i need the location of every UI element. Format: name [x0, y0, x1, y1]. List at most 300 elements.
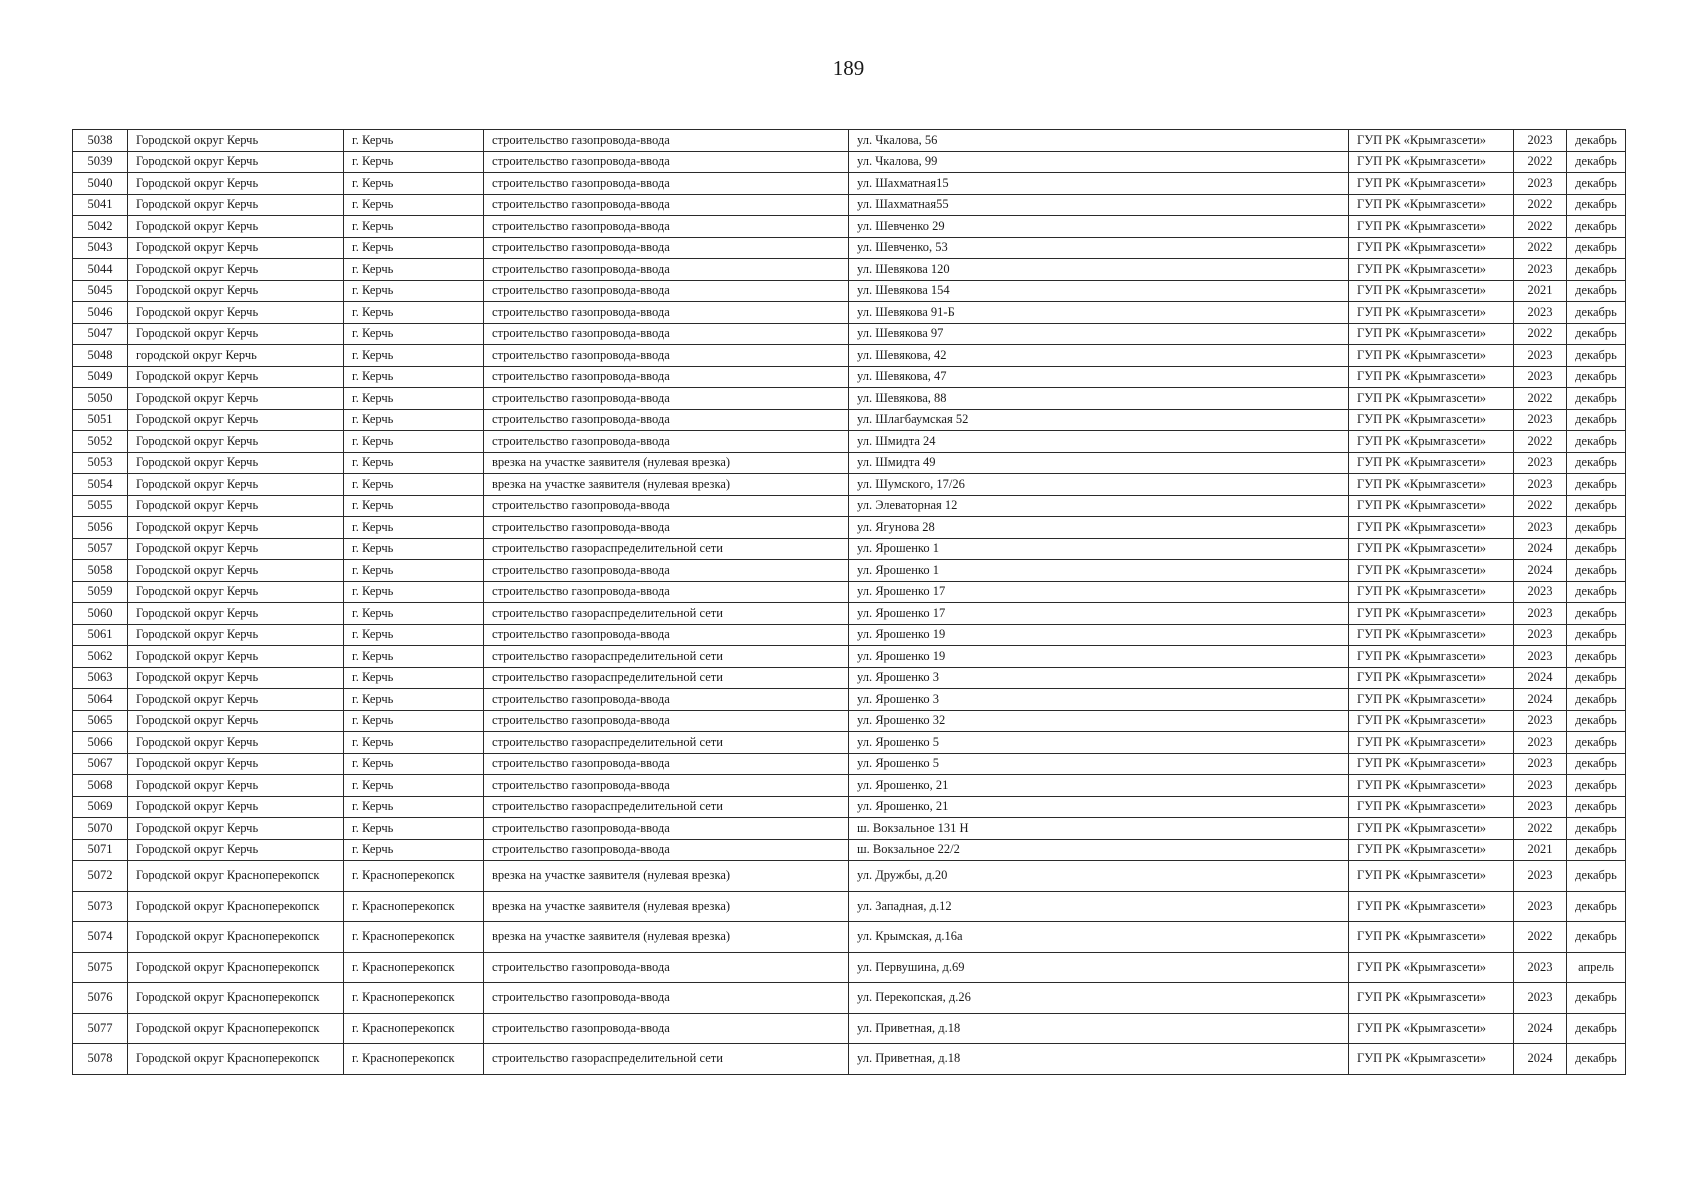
- cell-row-number: 5038: [73, 130, 128, 152]
- cell-settlement: г. Красноперекопск: [344, 1013, 484, 1044]
- cell-work-type: строительство газопровода-ввода: [484, 581, 849, 603]
- cell-work-type: врезка на участке заявителя (нулевая врезка): [484, 861, 849, 892]
- cell-work-type: строительство газопровода-ввода: [484, 689, 849, 711]
- cell-month: декабрь: [1567, 732, 1626, 754]
- cell-settlement: г. Керчь: [344, 667, 484, 689]
- table-row: [73, 130, 1626, 152]
- cell-work-type: строительство газопровода-ввода: [484, 624, 849, 646]
- cell-row-number: 5076: [73, 983, 128, 1014]
- cell-year: 2023: [1514, 409, 1567, 431]
- cell-row-number: 5043: [73, 237, 128, 259]
- cell-settlement: г. Керчь: [344, 753, 484, 775]
- cell-row-number: 5042: [73, 216, 128, 238]
- cell-settlement: г. Керчь: [344, 796, 484, 818]
- table-row: [73, 173, 1626, 195]
- cell-organization: ГУП РК «Крымгазсети»: [1349, 753, 1514, 775]
- cell-month: декабрь: [1567, 173, 1626, 195]
- table-row: [73, 839, 1626, 861]
- cell-row-number: 5064: [73, 689, 128, 711]
- cell-address: ул. Шмидта 24: [849, 431, 1349, 453]
- table-row: [73, 624, 1626, 646]
- cell-year: 2023: [1514, 302, 1567, 324]
- cell-month: декабрь: [1567, 796, 1626, 818]
- cell-settlement: г. Керчь: [344, 710, 484, 732]
- cell-month: декабрь: [1567, 839, 1626, 861]
- cell-year: 2023: [1514, 983, 1567, 1014]
- cell-settlement: г. Керчь: [344, 538, 484, 560]
- cell-year: 2023: [1514, 173, 1567, 195]
- cell-organization: ГУП РК «Крымгазсети»: [1349, 388, 1514, 410]
- cell-settlement: г. Красноперекопск: [344, 1044, 484, 1075]
- cell-row-number: 5053: [73, 452, 128, 474]
- cell-municipality: Городской округ Керчь: [128, 237, 344, 259]
- cell-year: 2023: [1514, 775, 1567, 797]
- cell-month: декабрь: [1567, 151, 1626, 173]
- cell-row-number: 5052: [73, 431, 128, 453]
- cell-row-number: 5069: [73, 796, 128, 818]
- cell-municipality: Городской округ Керчь: [128, 689, 344, 711]
- table-row: [73, 452, 1626, 474]
- cell-organization: ГУП РК «Крымгазсети»: [1349, 280, 1514, 302]
- cell-work-type: строительство газопровода-ввода: [484, 818, 849, 840]
- cell-settlement: г. Керчь: [344, 345, 484, 367]
- cell-address: ул. Шевченко 29: [849, 216, 1349, 238]
- table-row: [73, 796, 1626, 818]
- cell-month: декабрь: [1567, 452, 1626, 474]
- cell-year: 2022: [1514, 151, 1567, 173]
- cell-settlement: г. Керчь: [344, 194, 484, 216]
- cell-settlement: г. Керчь: [344, 173, 484, 195]
- cell-organization: ГУП РК «Крымгазсети»: [1349, 173, 1514, 195]
- cell-organization: ГУП РК «Крымгазсети»: [1349, 366, 1514, 388]
- cell-year: 2023: [1514, 646, 1567, 668]
- cell-work-type: строительство газораспределительной сети: [484, 1044, 849, 1075]
- cell-row-number: 5041: [73, 194, 128, 216]
- cell-municipality: Городской округ Керчь: [128, 173, 344, 195]
- cell-address: ул. Ярошенко 32: [849, 710, 1349, 732]
- cell-month: декабрь: [1567, 388, 1626, 410]
- cell-work-type: строительство газопровода-ввода: [484, 237, 849, 259]
- cell-month: декабрь: [1567, 237, 1626, 259]
- cell-month: декабрь: [1567, 194, 1626, 216]
- table-row: [73, 259, 1626, 281]
- cell-municipality: Городской округ Красноперекопск: [128, 1044, 344, 1075]
- cell-row-number: 5074: [73, 922, 128, 953]
- cell-organization: ГУП РК «Крымгазсети»: [1349, 151, 1514, 173]
- cell-year: 2022: [1514, 818, 1567, 840]
- cell-row-number: 5055: [73, 495, 128, 517]
- cell-organization: ГУП РК «Крымгазсети»: [1349, 732, 1514, 754]
- cell-settlement: г. Керчь: [344, 646, 484, 668]
- cell-address: ул. Ярошенко 1: [849, 560, 1349, 582]
- cell-municipality: Городской округ Керчь: [128, 581, 344, 603]
- cell-municipality: Городской округ Керчь: [128, 216, 344, 238]
- cell-address: ул. Ярошенко 1: [849, 538, 1349, 560]
- cell-municipality: Городской округ Керчь: [128, 839, 344, 861]
- cell-settlement: г. Керчь: [344, 624, 484, 646]
- table-row: [73, 409, 1626, 431]
- cell-municipality: Городской округ Керчь: [128, 194, 344, 216]
- cell-address: ул. Ягунова 28: [849, 517, 1349, 539]
- cell-row-number: 5066: [73, 732, 128, 754]
- cell-work-type: строительство газопровода-ввода: [484, 366, 849, 388]
- cell-municipality: Городской округ Красноперекопск: [128, 952, 344, 983]
- cell-year: 2021: [1514, 280, 1567, 302]
- cell-work-type: строительство газораспределительной сети: [484, 667, 849, 689]
- cell-row-number: 5054: [73, 474, 128, 496]
- cell-organization: ГУП РК «Крымгазсети»: [1349, 431, 1514, 453]
- table-row: [73, 431, 1626, 453]
- cell-row-number: 5075: [73, 952, 128, 983]
- cell-organization: ГУП РК «Крымгазсети»: [1349, 474, 1514, 496]
- cell-year: 2022: [1514, 431, 1567, 453]
- cell-municipality: Городской округ Керчь: [128, 667, 344, 689]
- cell-municipality: Городской округ Керчь: [128, 560, 344, 582]
- cell-organization: ГУП РК «Крымгазсети»: [1349, 581, 1514, 603]
- cell-address: ул. Шевякова 91-Б: [849, 302, 1349, 324]
- cell-row-number: 5077: [73, 1013, 128, 1044]
- cell-settlement: г. Красноперекопск: [344, 922, 484, 953]
- cell-settlement: г. Керчь: [344, 409, 484, 431]
- cell-organization: ГУП РК «Крымгазсети»: [1349, 952, 1514, 983]
- table-row: [73, 366, 1626, 388]
- cell-organization: ГУП РК «Крымгазсети»: [1349, 983, 1514, 1014]
- cell-address: ул. Шахматная15: [849, 173, 1349, 195]
- cell-address: ул. Шевякова, 88: [849, 388, 1349, 410]
- cell-month: декабрь: [1567, 1044, 1626, 1075]
- cell-row-number: 5068: [73, 775, 128, 797]
- cell-settlement: г. Керчь: [344, 323, 484, 345]
- cell-work-type: строительство газопровода-ввода: [484, 302, 849, 324]
- cell-address: ул. Приветная, д.18: [849, 1044, 1349, 1075]
- cell-settlement: г. Красноперекопск: [344, 891, 484, 922]
- cell-address: ул. Шевякова, 47: [849, 366, 1349, 388]
- cell-municipality: Городской округ Керчь: [128, 280, 344, 302]
- cell-year: 2024: [1514, 1013, 1567, 1044]
- cell-month: декабрь: [1567, 345, 1626, 367]
- cell-municipality: Городской округ Керчь: [128, 796, 344, 818]
- cell-address: ул. Первушина, д.69: [849, 952, 1349, 983]
- cell-municipality: Городской округ Керчь: [128, 603, 344, 625]
- table-row: [73, 667, 1626, 689]
- cell-municipality: Городской округ Керчь: [128, 431, 344, 453]
- cell-year: 2023: [1514, 753, 1567, 775]
- cell-year: 2023: [1514, 603, 1567, 625]
- cell-settlement: г. Керчь: [344, 603, 484, 625]
- cell-row-number: 5060: [73, 603, 128, 625]
- cell-year: 2024: [1514, 560, 1567, 582]
- cell-year: 2024: [1514, 667, 1567, 689]
- cell-year: 2022: [1514, 495, 1567, 517]
- cell-municipality: Городской округ Керчь: [128, 538, 344, 560]
- table-row: [73, 345, 1626, 367]
- cell-organization: ГУП РК «Крымгазсети»: [1349, 839, 1514, 861]
- cell-address: ш. Вокзальное 131 Н: [849, 818, 1349, 840]
- cell-address: ул. Чкалова, 56: [849, 130, 1349, 152]
- cell-row-number: 5050: [73, 388, 128, 410]
- cell-row-number: 5051: [73, 409, 128, 431]
- cell-year: 2022: [1514, 194, 1567, 216]
- cell-settlement: г. Керчь: [344, 431, 484, 453]
- table-row: [73, 581, 1626, 603]
- cell-row-number: 5059: [73, 581, 128, 603]
- cell-month: декабрь: [1567, 366, 1626, 388]
- cell-work-type: строительство газопровода-ввода: [484, 173, 849, 195]
- cell-address: ул. Шевякова 97: [849, 323, 1349, 345]
- cell-address: ул. Ярошенко 5: [849, 753, 1349, 775]
- cell-settlement: г. Красноперекопск: [344, 983, 484, 1014]
- cell-work-type: строительство газопровода-ввода: [484, 194, 849, 216]
- cell-year: 2023: [1514, 259, 1567, 281]
- cell-address: ул. Шевченко, 53: [849, 237, 1349, 259]
- cell-row-number: 5072: [73, 861, 128, 892]
- cell-month: декабрь: [1567, 710, 1626, 732]
- cell-work-type: строительство газопровода-ввода: [484, 345, 849, 367]
- cell-address: ул. Дружбы, д.20: [849, 861, 1349, 892]
- cell-municipality: Городской округ Керчь: [128, 452, 344, 474]
- cell-settlement: г. Керчь: [344, 560, 484, 582]
- cell-municipality: Городской округ Красноперекопск: [128, 983, 344, 1014]
- cell-year: 2024: [1514, 689, 1567, 711]
- cell-work-type: строительство газопровода-ввода: [484, 560, 849, 582]
- cell-address: ул. Шлагбаумская 52: [849, 409, 1349, 431]
- cell-row-number: 5047: [73, 323, 128, 345]
- cell-row-number: 5073: [73, 891, 128, 922]
- cell-month: декабрь: [1567, 495, 1626, 517]
- cell-organization: ГУП РК «Крымгазсети»: [1349, 646, 1514, 668]
- cell-organization: ГУП РК «Крымгазсети»: [1349, 452, 1514, 474]
- table-row: [73, 216, 1626, 238]
- cell-organization: ГУП РК «Крымгазсети»: [1349, 130, 1514, 152]
- cell-year: 2023: [1514, 891, 1567, 922]
- table-row: [73, 388, 1626, 410]
- cell-municipality: Городской округ Керчь: [128, 710, 344, 732]
- cell-work-type: строительство газопровода-ввода: [484, 216, 849, 238]
- cell-settlement: г. Керчь: [344, 302, 484, 324]
- table-row: [73, 952, 1626, 983]
- table-row: [73, 151, 1626, 173]
- cell-organization: ГУП РК «Крымгазсети»: [1349, 237, 1514, 259]
- cell-year: 2023: [1514, 796, 1567, 818]
- table-row: [73, 753, 1626, 775]
- table-row: [73, 237, 1626, 259]
- cell-month: декабрь: [1567, 753, 1626, 775]
- cell-work-type: строительство газопровода-ввода: [484, 280, 849, 302]
- cell-address: ул. Ярошенко 17: [849, 581, 1349, 603]
- cell-settlement: г. Керчь: [344, 388, 484, 410]
- cell-month: декабрь: [1567, 775, 1626, 797]
- table-row: [73, 983, 1626, 1014]
- cell-municipality: Городской округ Керчь: [128, 130, 344, 152]
- cell-row-number: 5062: [73, 646, 128, 668]
- cell-municipality: Городской округ Керчь: [128, 302, 344, 324]
- cell-municipality: Городской округ Керчь: [128, 646, 344, 668]
- cell-settlement: г. Керчь: [344, 839, 484, 861]
- cell-year: 2024: [1514, 538, 1567, 560]
- cell-settlement: г. Керчь: [344, 452, 484, 474]
- cell-month: декабрь: [1567, 1013, 1626, 1044]
- cell-row-number: 5056: [73, 517, 128, 539]
- cell-address: ул. Западная, д.12: [849, 891, 1349, 922]
- cell-municipality: городской округ Керчь: [128, 345, 344, 367]
- table-row: [73, 280, 1626, 302]
- cell-work-type: строительство газопровода-ввода: [484, 952, 849, 983]
- cell-work-type: строительство газопровода-ввода: [484, 151, 849, 173]
- cell-month: декабрь: [1567, 818, 1626, 840]
- cell-year: 2023: [1514, 952, 1567, 983]
- cell-municipality: Городской округ Керчь: [128, 474, 344, 496]
- cell-row-number: 5071: [73, 839, 128, 861]
- cell-municipality: Городской округ Керчь: [128, 517, 344, 539]
- cell-work-type: врезка на участке заявителя (нулевая врезка): [484, 474, 849, 496]
- cell-month: декабрь: [1567, 624, 1626, 646]
- cell-work-type: строительство газопровода-ввода: [484, 775, 849, 797]
- cell-month: декабрь: [1567, 891, 1626, 922]
- cell-settlement: г. Керчь: [344, 366, 484, 388]
- cell-organization: ГУП РК «Крымгазсети»: [1349, 259, 1514, 281]
- cell-organization: ГУП РК «Крымгазсети»: [1349, 922, 1514, 953]
- table-row: [73, 775, 1626, 797]
- cell-organization: ГУП РК «Крымгазсети»: [1349, 891, 1514, 922]
- cell-address: ул. Шевякова 120: [849, 259, 1349, 281]
- cell-month: декабрь: [1567, 280, 1626, 302]
- cell-organization: ГУП РК «Крымгазсети»: [1349, 495, 1514, 517]
- cell-work-type: строительство газопровода-ввода: [484, 323, 849, 345]
- cell-year: 2023: [1514, 130, 1567, 152]
- cell-organization: ГУП РК «Крымгазсети»: [1349, 323, 1514, 345]
- cell-row-number: 5045: [73, 280, 128, 302]
- cell-organization: ГУП РК «Крымгазсети»: [1349, 560, 1514, 582]
- cell-month: декабрь: [1567, 474, 1626, 496]
- cell-settlement: г. Керчь: [344, 151, 484, 173]
- cell-settlement: г. Керчь: [344, 581, 484, 603]
- cell-row-number: 5046: [73, 302, 128, 324]
- cell-municipality: Городской округ Керчь: [128, 323, 344, 345]
- cell-address: ул. Приветная, д.18: [849, 1013, 1349, 1044]
- cell-settlement: г. Керчь: [344, 818, 484, 840]
- cell-row-number: 5040: [73, 173, 128, 195]
- cell-row-number: 5070: [73, 818, 128, 840]
- cell-organization: ГУП РК «Крымгазсети»: [1349, 624, 1514, 646]
- cell-year: 2023: [1514, 345, 1567, 367]
- cell-month: декабрь: [1567, 130, 1626, 152]
- cell-address: ул. Шевякова, 42: [849, 345, 1349, 367]
- cell-address: ул. Элеваторная 12: [849, 495, 1349, 517]
- cell-municipality: Городской округ Керчь: [128, 495, 344, 517]
- cell-address: ул. Ярошенко 19: [849, 646, 1349, 668]
- cell-municipality: Городской округ Красноперекопск: [128, 891, 344, 922]
- cell-address: ул. Шмидта 49: [849, 452, 1349, 474]
- cell-municipality: Городской округ Керчь: [128, 624, 344, 646]
- cell-settlement: г. Керчь: [344, 237, 484, 259]
- table-row: [73, 922, 1626, 953]
- cell-address: ул. Ярошенко 3: [849, 689, 1349, 711]
- cell-address: ул. Ярошенко, 21: [849, 775, 1349, 797]
- table-row: [73, 646, 1626, 668]
- cell-organization: ГУП РК «Крымгазсети»: [1349, 689, 1514, 711]
- table-row: [73, 560, 1626, 582]
- cell-organization: ГУП РК «Крымгазсети»: [1349, 517, 1514, 539]
- cell-work-type: врезка на участке заявителя (нулевая врезка): [484, 922, 849, 953]
- cell-settlement: г. Керчь: [344, 689, 484, 711]
- cell-year: 2022: [1514, 216, 1567, 238]
- cell-work-type: строительство газопровода-ввода: [484, 495, 849, 517]
- cell-settlement: г. Красноперекопск: [344, 861, 484, 892]
- cell-month: декабрь: [1567, 517, 1626, 539]
- cell-settlement: г. Керчь: [344, 474, 484, 496]
- cell-row-number: 5058: [73, 560, 128, 582]
- cell-year: 2023: [1514, 581, 1567, 603]
- cell-municipality: Городской округ Красноперекопск: [128, 861, 344, 892]
- cell-month: декабрь: [1567, 922, 1626, 953]
- cell-year: 2023: [1514, 517, 1567, 539]
- cell-work-type: строительство газопровода-ввода: [484, 1013, 849, 1044]
- cell-municipality: Городской округ Керчь: [128, 388, 344, 410]
- cell-year: 2023: [1514, 366, 1567, 388]
- table-body: [73, 130, 1626, 1075]
- cell-organization: ГУП РК «Крымгазсети»: [1349, 861, 1514, 892]
- cell-work-type: строительство газораспределительной сети: [484, 538, 849, 560]
- cell-municipality: Городской округ Керчь: [128, 753, 344, 775]
- cell-row-number: 5061: [73, 624, 128, 646]
- table-row: [73, 710, 1626, 732]
- cell-organization: ГУП РК «Крымгазсети»: [1349, 216, 1514, 238]
- cell-year: 2023: [1514, 624, 1567, 646]
- cell-month: декабрь: [1567, 581, 1626, 603]
- cell-address: ул. Перекопская, д.26: [849, 983, 1349, 1014]
- cell-work-type: строительство газораспределительной сети: [484, 646, 849, 668]
- cell-settlement: г. Керчь: [344, 775, 484, 797]
- cell-work-type: строительство газопровода-ввода: [484, 431, 849, 453]
- cell-row-number: 5067: [73, 753, 128, 775]
- cell-organization: ГУП РК «Крымгазсети»: [1349, 1044, 1514, 1075]
- cell-settlement: г. Красноперекопск: [344, 952, 484, 983]
- table-row: [73, 603, 1626, 625]
- cell-year: 2022: [1514, 922, 1567, 953]
- cell-year: 2023: [1514, 710, 1567, 732]
- cell-work-type: врезка на участке заявителя (нулевая врезка): [484, 452, 849, 474]
- cell-settlement: г. Керчь: [344, 130, 484, 152]
- cell-address: ул. Ярошенко, 21: [849, 796, 1349, 818]
- cell-address: ул. Ярошенко 19: [849, 624, 1349, 646]
- cell-organization: ГУП РК «Крымгазсети»: [1349, 302, 1514, 324]
- table-row: [73, 495, 1626, 517]
- cell-row-number: 5049: [73, 366, 128, 388]
- cell-work-type: строительство газопровода-ввода: [484, 130, 849, 152]
- cell-address: ул. Крымская, д.16а: [849, 922, 1349, 953]
- table-row: [73, 891, 1626, 922]
- cell-month: декабрь: [1567, 538, 1626, 560]
- cell-month: декабрь: [1567, 560, 1626, 582]
- cell-work-type: строительство газопровода-ввода: [484, 517, 849, 539]
- cell-month: декабрь: [1567, 861, 1626, 892]
- cell-month: декабрь: [1567, 323, 1626, 345]
- cell-organization: ГУП РК «Крымгазсети»: [1349, 409, 1514, 431]
- cell-work-type: строительство газопровода-ввода: [484, 409, 849, 431]
- cell-month: декабрь: [1567, 603, 1626, 625]
- cell-work-type: строительство газопровода-ввода: [484, 753, 849, 775]
- cell-settlement: г. Керчь: [344, 517, 484, 539]
- cell-settlement: г. Керчь: [344, 216, 484, 238]
- objects-table: [72, 129, 1626, 1075]
- cell-row-number: 5048: [73, 345, 128, 367]
- cell-address: ул. Шахматная55: [849, 194, 1349, 216]
- cell-work-type: строительство газопровода-ввода: [484, 983, 849, 1014]
- cell-row-number: 5057: [73, 538, 128, 560]
- cell-row-number: 5063: [73, 667, 128, 689]
- cell-year: 2023: [1514, 861, 1567, 892]
- cell-settlement: г. Керчь: [344, 280, 484, 302]
